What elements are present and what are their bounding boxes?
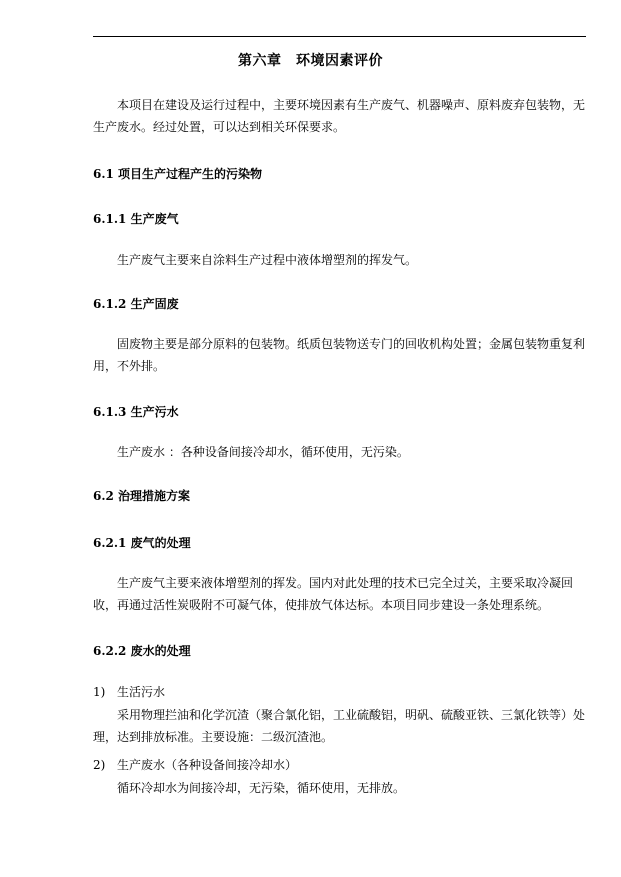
list-item-1-number: 1) bbox=[93, 685, 106, 699]
list-item-2-title bbox=[93, 756, 297, 773]
list-item-2-text: 循环冷却水为间接冷却，无污染，循环使用，无排放。 bbox=[117, 781, 406, 795]
section-6-1-2-heading: 6.1.2 生产固废 bbox=[93, 297, 179, 311]
intro-paragraph: 本项目在建设及运行过程中，主要环境因素有生产废气、机器噪声、原料废弃包装物，无生产废水。经过处置，可以达到相关环保要求。 bbox=[93, 98, 586, 134]
section-6-1-3-text: 生产废水 ：各种设备间接冷却水，循环使用，无污染。 bbox=[117, 445, 409, 459]
chapter-title: 第六章 环境因素评价 bbox=[238, 53, 383, 69]
list-item-2-number: 2) bbox=[93, 758, 106, 772]
list-item-1-title bbox=[93, 683, 165, 700]
list-item-2-label: 生产废水（各种设备间接冷却水） bbox=[117, 758, 298, 772]
section-6-1-1-heading: 6.1.1 生产废气 bbox=[93, 212, 179, 226]
header-rule bbox=[93, 36, 586, 37]
list-item-1-text: 采用物理拦油和化学沉渣（聚合氯化铝，工业硫酸铝，明矾、硫酸亚铁、三氯化铁等）处理，达到排放标准。主要设施：二级沉渣池。 bbox=[93, 708, 586, 744]
list-item-1-label: 生活污水 bbox=[117, 685, 166, 699]
section-6-1-heading: 6.1 项目生产过程产生的污染物 bbox=[93, 167, 263, 181]
section-6-2-1-heading: 6.2.1 废气的处理 bbox=[93, 536, 191, 550]
section-6-2-1-text: 生产废气主要来液体增塑剂的挥发。国内对此处理的技术已完全过关，主要采取冷凝回收，再通过活性炭吸附不可凝气体，使排放气体达标。本项目同步建设一条处理系统。 bbox=[93, 576, 574, 612]
section-6-2-2-heading: 6.2.2 废水的处理 bbox=[93, 644, 191, 658]
section-6-1-2-text: 固废物主要是部分原料的包装物。纸质包装物送专门的回收机构处置；金属包装物重复利用，不外排。 bbox=[93, 337, 586, 373]
section-6-1-1-text: 生产废气主要来自涂料生产过程中液体增塑剂的挥发气。 bbox=[117, 253, 418, 267]
section-6-2-heading: 6.2 治理措施方案 bbox=[93, 489, 191, 503]
section-6-1-3-heading: 6.1.3 生产污水 bbox=[93, 405, 179, 419]
